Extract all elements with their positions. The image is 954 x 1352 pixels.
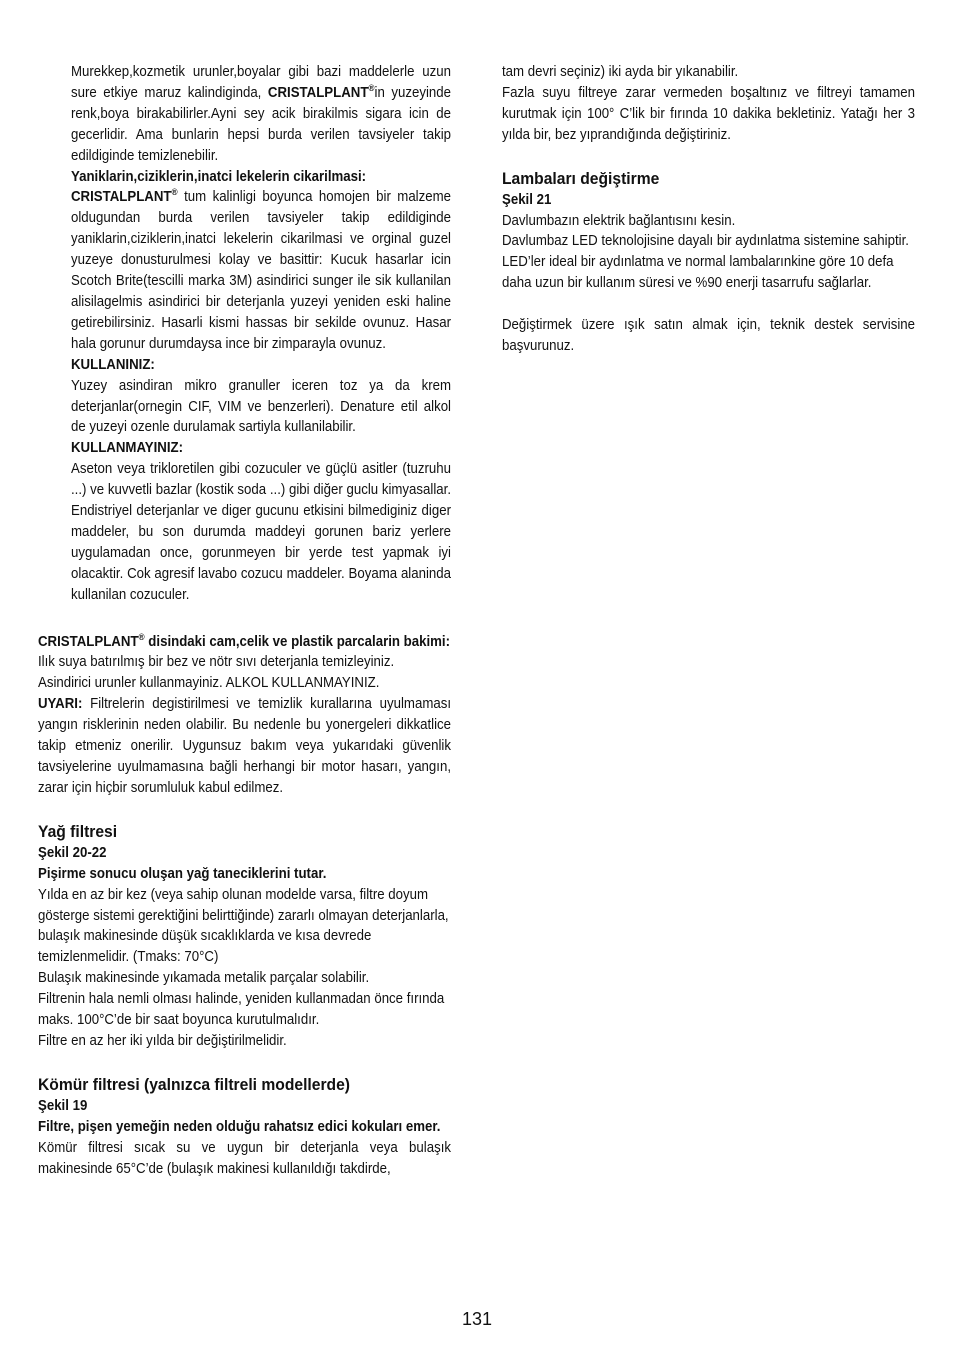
charcoal-continued: tam devri seçiniz) iki ayda bir yıkanabilir.	[502, 64, 739, 80]
warning-label: UYARI:	[38, 696, 83, 713]
burns-paragraph	[71, 187, 451, 354]
grease-figure-ref: Şekil 20-22	[38, 844, 107, 861]
intro-text: Murekkep,kozmetik urunler,boyalar gibi bazi maddelerle uzun sure etkiye maruz kalindiginda,	[71, 64, 452, 101]
lamp-paragraph-4: Değiştirmek üzere ışık satın almak için, teknik destek servisine başvurunuz.	[502, 317, 916, 355]
lamp-heading: Lambaları değiştirme	[502, 168, 660, 188]
page-number: 131	[461, 1309, 493, 1329]
indented-block	[38, 62, 451, 606]
grease-paragraph-4: Filtre en az her iki yılda bir değiştirilmelidir.	[38, 1032, 287, 1049]
right-column	[502, 62, 915, 357]
registered-mark: ®	[368, 83, 375, 94]
dont-use-title: KULLANMAYINIZ:	[71, 440, 184, 457]
care-title	[38, 632, 451, 653]
brand-name: CRISTALPLANT	[267, 84, 369, 101]
use-title: KULLANINIZ:	[71, 356, 155, 373]
left-column	[38, 62, 451, 1180]
burns-text: tum kalinligi boyunca homojen bir malzeme oldugundan burda verilen tavsiyeler takip edildiginde yaniklarin,ciziklerin,inatci lekelerin cikarilmasi ve orginal guzel yuzeye donusturulmesi kolay ve basittir: Kucuk hasarlar icin Scotch Brite(tescilli marka 3M) asindirici sunger ile sik kullanilan alisilagelmis asindirici bir deterjanla yuzeyi yeniden eski haline getirebilirsiniz. Hasarli kismi hassas bir sekilde ovunuz. Hasar hala gorunur durumdaysa ince bir zimparayla ovunuz.	[71, 189, 452, 352]
dont-use-paragraph: Aseton veya trikloretilen gibi cozuculer ve güçlü asitler (tuzruhu ...) ve kuvvetli bazlar (kostik soda ...) gibi diğer guclu kimyasallar. Endistriyel deterjanlar ve diger gucunu etkisini bilmediginiz diger maddeler, bu son durumda maddeyi gorunen bariz yerlere uygulamadan once, gorunmeyen bir yerde test yapmak iyi olacaktir. Cok agresif lavabo cozucu maddeler. Boyama alaninda kullanilan cozuculer.	[71, 461, 452, 603]
brand-name: CRISTALPLANT	[71, 189, 172, 206]
registered-mark: ®	[171, 187, 178, 198]
lamp-paragraph-1: Davlumbazın elektrik bağlantısını kesin.	[502, 212, 736, 229]
warning-text: Filtrelerin degistirilmesi ve temizlik kurallarına uyulmaması yangın risklerinin neden olabilir. Bu nedenle bu yonergeleri dikkatlice takip etmeniz onerilir. Uygunsuz bakım veya yukarıdaki güvenlik tavsiyelerine uyulmamasına bağli herhangi bir motor hasarı, yangın, zarar için hiçbir sorumluluk kabul edilmez.	[38, 696, 452, 796]
care-paragraph-2: Asindirici urunler kullanmayiniz. ALKOL KULLANMAYINIZ.	[38, 675, 380, 692]
registered-mark: ®	[138, 631, 145, 642]
grease-filter-heading: Yağ filtresi	[38, 821, 118, 841]
warning-paragraph	[38, 694, 451, 799]
use-paragraph: Yuzey asindiran mikro granuller iceren toz ya da krem deterjanlar(ornegin CIF, VIM ve benzerleri). Denature etil alkol de yuzeyi ozenle durulamak sartiyla kullanilabilir.	[71, 377, 452, 436]
lamp-paragraph-3: LED’ler ideal bir aydınlatma ve normal lambalarınkine göre 10 defa daha uzun bir kullanım süresi ve %90 enerji tasarrufu sağlarlar.	[502, 254, 894, 292]
lamp-figure-ref: Şekil 21	[502, 191, 552, 208]
care-title-text: disindaki cam,celik ve plastik parcalarin bakimi:	[144, 633, 451, 650]
care-paragraph-1: Ilık suya batırılmış bir bez ve nötr sıvı deterjanla temizleyiniz.	[38, 654, 395, 671]
charcoal-figure-ref: Şekil 19	[38, 1097, 88, 1114]
grease-paragraph-3: Filtrenin hala nemli olması halinde, yeniden kullanmadan önce fırında maks. 100°C’de bir saat boyunca kurutulmalıdır.	[38, 991, 445, 1029]
charcoal-subtitle: Filtre, pişen yemeğin neden olduğu rahatsız edici kokuları emer.	[38, 1118, 441, 1135]
grease-subtitle: Pişirme sonucu oluşan yağ taneciklerini tutar.	[38, 865, 327, 882]
intro-rest: in yuzeyinde renk,boya birakabilirler.Ayni sey acik birakilmis sigara icin de gecerlidir. Ama bunlarin hepsi burda verilen tavsiyeler takip edildiginde temizlenebilir.	[71, 84, 452, 164]
charcoal-paragraph-2: Fazla suyu filtreye zarar vermeden boşaltınız ve filtreyi tamamen kurutmak için 100° C’lik bir fırında 10 dakika bekletiniz. Yatağı her 3 yılda bir, bez yıprandığında değiştiriniz.	[502, 84, 916, 143]
grease-paragraph-2: Bulaşık makinesinde yıkamada metalik parçalar solabilir.	[38, 970, 370, 987]
intro-paragraph	[71, 62, 451, 167]
charcoal-paragraph: Kömür filtresi sıcak su ve uygun bir deterjanla veya bulaşık makinesinde 65°C’de (bulaşık makinesi kullanıldığı takdirde,	[38, 1139, 452, 1177]
grease-paragraph-1: Yılda en az bir kez (veya sahip olunan modelde varsa, filtre doyum gösterge sistemi gerektiğini belirttiğinde) zararlı olmayan deterjanlarla, bulaşık makinesinde düşük sıcaklıklarda ve kısa devrede temizlenmelidir. (Tmaks: 70°C)	[38, 886, 449, 966]
burns-title: Yaniklarin,ciziklerin,inatci lekelerin cikarilmasi:	[71, 168, 367, 185]
lamp-paragraph-2: Davlumbaz LED teknolojisine dayalı bir aydınlatma sistemine sahiptir.	[502, 233, 909, 250]
brand-name: CRISTALPLANT	[38, 633, 139, 650]
charcoal-filter-heading: Kömür filtresi (yalnızca filtreli modellerde)	[38, 1074, 351, 1094]
